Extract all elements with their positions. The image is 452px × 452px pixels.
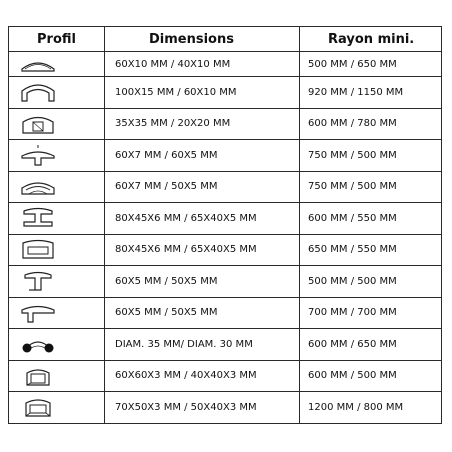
table-row (9, 266, 442, 298)
table-row (9, 77, 442, 109)
profile-table (8, 26, 442, 424)
dimensions-cell: 60X7 MM / 50X5 MM (105, 171, 300, 203)
ipn-beam-profile-icon (19, 207, 57, 229)
rayon-cell: 600 MM / 550 MM (300, 203, 442, 235)
profile-cell (9, 392, 105, 424)
table-row (9, 392, 442, 424)
dimensions-cell: 60X10 MM / 40X10 MM (105, 52, 300, 77)
round-tube-profile-icon (19, 333, 57, 355)
rayon-cell: 650 MM / 550 MM (300, 234, 442, 266)
rayon-cell: 500 MM / 650 MM (300, 52, 442, 77)
header-rayon: Rayon mini. (300, 27, 442, 52)
profile-cell (9, 329, 105, 361)
rayon-cell: 1200 MM / 800 MM (300, 392, 442, 424)
table-row (9, 329, 442, 361)
table-row (9, 108, 442, 140)
rayon-cell: 500 MM / 500 MM (300, 266, 442, 298)
profile-cell (9, 360, 105, 392)
dimensions-cell: 60X7 MM / 60X5 MM (105, 140, 300, 172)
dimensions-cell: 60X5 MM / 50X5 MM (105, 266, 300, 298)
profile-cell (9, 297, 105, 329)
profile-cell (9, 52, 105, 77)
profile-cell (9, 140, 105, 172)
square-tube-profile-icon (19, 365, 57, 387)
profile-cell (9, 266, 105, 298)
table-row (9, 234, 442, 266)
angle-flange-out-profile-icon (19, 302, 57, 324)
rayon-cell: 700 MM / 700 MM (300, 297, 442, 329)
header-profil: Profil (9, 27, 105, 52)
table-row (9, 203, 442, 235)
wide-flat-bar-profile-icon (19, 81, 57, 103)
inverted-tee-profile-icon (19, 176, 57, 198)
profile-cell (9, 108, 105, 140)
dimensions-cell: DIAM. 35 MM/ DIAM. 30 MM (105, 329, 300, 361)
table-row (9, 297, 442, 329)
rectangular-tube-profile-icon (19, 396, 57, 418)
dimensions-cell: 60X60X3 MM / 40X40X3 MM (105, 360, 300, 392)
header-dimensions: Dimensions (105, 27, 300, 52)
table-row (9, 140, 442, 172)
dimensions-cell: 35X35 MM / 20X20 MM (105, 108, 300, 140)
profile-cell (9, 77, 105, 109)
table-row (9, 171, 442, 203)
rayon-cell: 600 MM / 500 MM (300, 360, 442, 392)
tee-profile-icon (19, 144, 57, 166)
rayon-cell: 920 MM / 1150 MM (300, 77, 442, 109)
dimensions-cell: 60X5 MM / 50X5 MM (105, 297, 300, 329)
upn-channel-profile-icon (19, 239, 57, 261)
rayon-cell: 600 MM / 650 MM (300, 329, 442, 361)
dimensions-cell: 100X15 MM / 60X10 MM (105, 77, 300, 109)
profile-table-container (8, 26, 441, 424)
profile-cell (9, 234, 105, 266)
table-row (9, 360, 442, 392)
rayon-cell: 600 MM / 780 MM (300, 108, 442, 140)
dimensions-cell: 80X45X6 MM / 65X40X5 MM (105, 203, 300, 235)
rayon-cell: 750 MM / 500 MM (300, 140, 442, 172)
table-row (9, 52, 442, 77)
profile-cell (9, 203, 105, 235)
header-row (9, 27, 442, 52)
square-bar-profile-icon (19, 113, 57, 135)
rayon-cell: 750 MM / 500 MM (300, 171, 442, 203)
angle-profile-icon (19, 270, 57, 292)
flat-bar-profile-icon (19, 53, 57, 75)
profile-cell (9, 171, 105, 203)
dimensions-cell: 70X50X3 MM / 50X40X3 MM (105, 392, 300, 424)
dimensions-cell: 80X45X6 MM / 65X40X5 MM (105, 234, 300, 266)
